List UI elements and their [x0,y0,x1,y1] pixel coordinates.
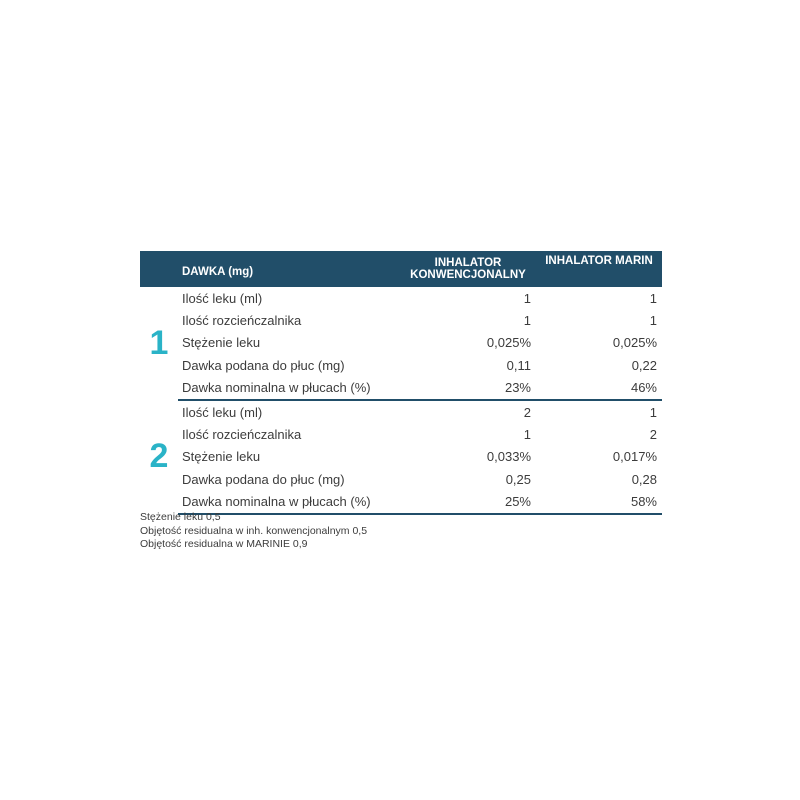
group-number: 2 [149,437,169,476]
conventional-value: 0,25 [505,471,531,487]
table-row [140,446,662,468]
footnote: Stężenie leku 0,5 [140,511,221,523]
row-label: Ilość leku (ml) [182,404,263,420]
table-row [140,377,662,400]
footnote: Objętość residualna w MARINIE 0,9 [140,538,308,550]
marin-value: 1 [649,404,657,420]
header-conventional-line2: KONWENCJONALNY [410,269,526,281]
marin-value: 0,025% [612,335,657,351]
conventional-value: 2 [523,404,531,420]
table-row [140,423,662,445]
row-label: Dawka nominalna w płucach (%) [178,377,400,400]
marin-value: 46% [536,377,662,400]
conventional-value: 25% [400,491,536,514]
header-row [140,251,662,287]
row-label: Dawka podana do płuc (mg) [182,357,345,373]
footnote: Objętość residualna w inh. konwencjonalnym 0,5 [140,524,368,537]
marin-value: 0,28 [631,471,657,487]
row-label: Ilość leku (ml) [182,290,263,306]
row-label: Dawka nominalna w płucach (%) [178,491,400,514]
table-row [140,287,662,309]
header-conventional-inhaler [400,251,536,287]
table-row [140,354,662,376]
group-2 [140,400,662,514]
marin-value: 1 [649,290,657,306]
conventional-value: 23% [400,377,536,400]
table-row [140,468,662,490]
table-row [140,309,662,331]
marin-value: 0,017% [612,449,657,465]
group-1 [140,287,662,400]
row-label: Ilość rozcieńczalnika [182,427,302,443]
conventional-value: 1 [523,427,531,443]
dose-comparison-table [140,251,662,515]
table-header [140,251,662,287]
marin-value: 58% [536,491,662,514]
marin-value: 0,22 [631,357,657,373]
row-label: Ilość rozcieńczalnika [182,313,302,329]
footnotes [140,511,367,552]
conventional-value: 1 [523,313,531,329]
dose-comparison-table-wrapper [140,251,662,515]
header-marin-inhaler: INHALATOR MARIN [545,255,653,267]
conventional-value: 0,11 [506,357,531,373]
header-spacer [140,251,178,287]
row-label: Dawka podana do płuc (mg) [182,471,345,487]
header-dose: DAWKA (mg) [182,266,254,278]
row-label: Stężenie leku [182,335,261,351]
row-label: Stężenie leku [182,449,261,465]
conventional-value: 1 [523,290,531,306]
conventional-value: 0,025% [486,335,531,351]
marin-value: 1 [649,313,657,329]
group-number: 1 [149,323,169,362]
marin-value: 2 [649,427,657,443]
header-conventional-line1: INHALATOR [434,257,502,269]
table-row [140,332,662,354]
table-row [140,400,662,423]
conventional-value: 0,033% [486,449,531,465]
